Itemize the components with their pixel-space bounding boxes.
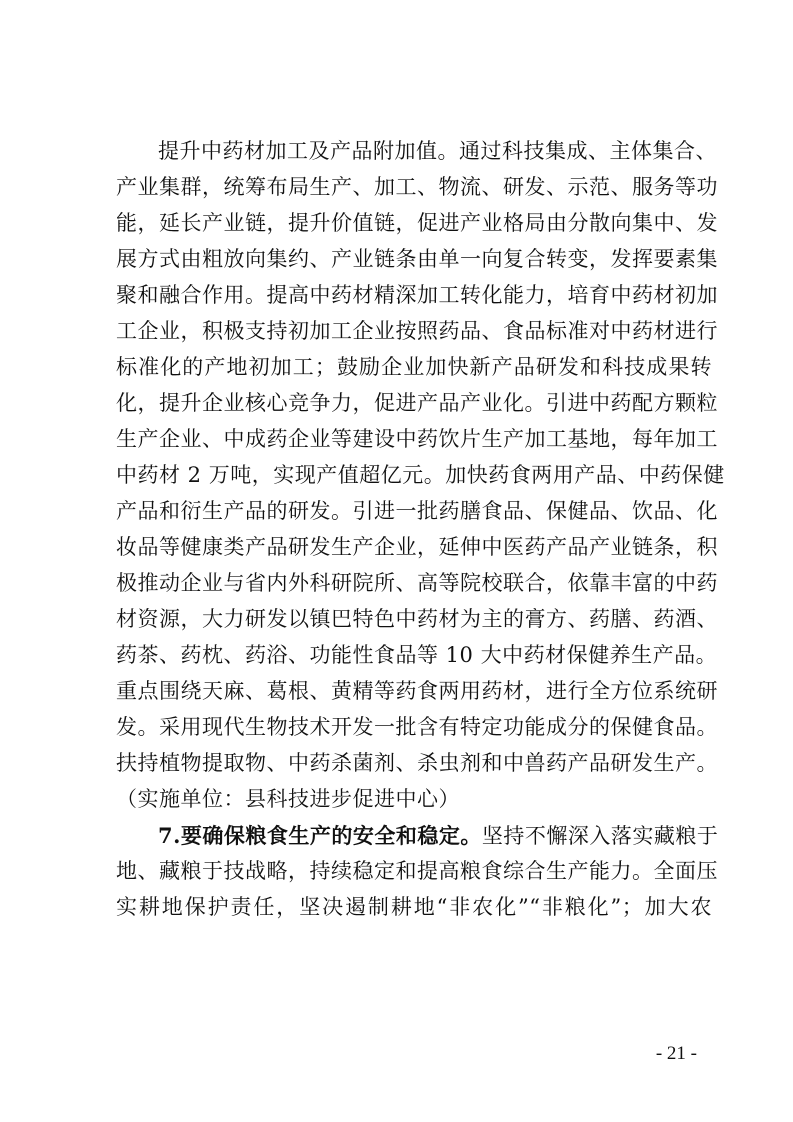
paragraph-1-line-9: 生产企业、中成药企业等建设中药饮片生产加工基地，每年加工 [116, 427, 718, 451]
paragraph-2-line-2: 地、藏粮于技战略，持续稳定和提高粮食综合生产能力。全面压 [116, 859, 718, 883]
paragraph-1-line-17: 发。采用现代生物技术开发一批含有特定功能成分的保健食品。 [116, 715, 718, 739]
paragraph-1-line-1: 提升中药材加工及产品附加值。通过科技集成、主体集合、 [158, 139, 717, 163]
paragraph-1-line-15: 药茶、药枕、药浴、功能性食品等 10 大中药材保健养生产品。 [116, 643, 718, 667]
paragraph-2-line-1-text: 坚持不懈深入落实藏粮于 [481, 824, 719, 848]
page-number: - 21 - [655, 1043, 697, 1064]
paragraph-1-line-13: 极推动企业与省内外科研院所、高等院校联合，依靠丰富的中药 [116, 571, 718, 595]
paragraph-1-line-11: 产品和衍生产品的研发。引进一批药膳食品、保健品、饮品、化 [116, 499, 718, 523]
paragraph-1-line-16: 重点围绕天麻、葛根、黄精等药食两用药材，进行全方位系统研 [116, 679, 718, 703]
paragraph-1-line-5: 聚和融合作用。提高中药材精深加工转化能力，培育中药材初加 [116, 283, 718, 307]
paragraph-1-line-7: 标准化的产地初加工；鼓励企业加快新产品研发和科技成果转 [116, 355, 712, 379]
paragraph-1-line-4: 展方式由粗放向集约、产业链条由单一向复合转变，发挥要素集 [116, 247, 718, 271]
paragraph-1-line-6: 工企业，积极支持初加工企业按照药品、食品标准对中药材进行 [116, 319, 718, 343]
paragraph-1-line-2: 产业集群，统筹布局生产、加工、物流、研发、示范、服务等功 [116, 175, 718, 199]
paragraph-1-line-8: 化，提升企业核心竞争力，促进产品产业化。引进中药配方颗粒 [116, 391, 718, 415]
paragraph-1-line-14: 材资源，大力研发以镇巴特色中药材为主的膏方、药膳、药酒、 [116, 607, 718, 631]
paragraph-1-line-3: 能，延长产业链，提升价值链，促进产业格局由分散向集中、发 [116, 211, 718, 235]
paragraph-1-line-10: 中药材 2 万吨，实现产值超亿元。加快药食两用产品、中药保健 [116, 463, 725, 487]
implementing-unit-note: （实施单位：县科技进步促进中心） [116, 787, 460, 811]
paragraph-1-line-12: 妆品等健康类产品研发生产企业，延伸中医药产品产业链条，积 [116, 535, 718, 559]
paragraph-2-line-1 [158, 823, 719, 848]
section-heading: 7.要确保粮食生产的安全和稳定。 [158, 823, 482, 848]
paragraph-2-line-3: 实耕地保护责任，坚决遏制耕地“非农化”“非粮化”；加大农 [116, 895, 712, 919]
paragraph-1-line-18: 扶持植物提取物、中药杀菌剂、杀虫剂和中兽药产品研发生产。 [116, 751, 718, 775]
